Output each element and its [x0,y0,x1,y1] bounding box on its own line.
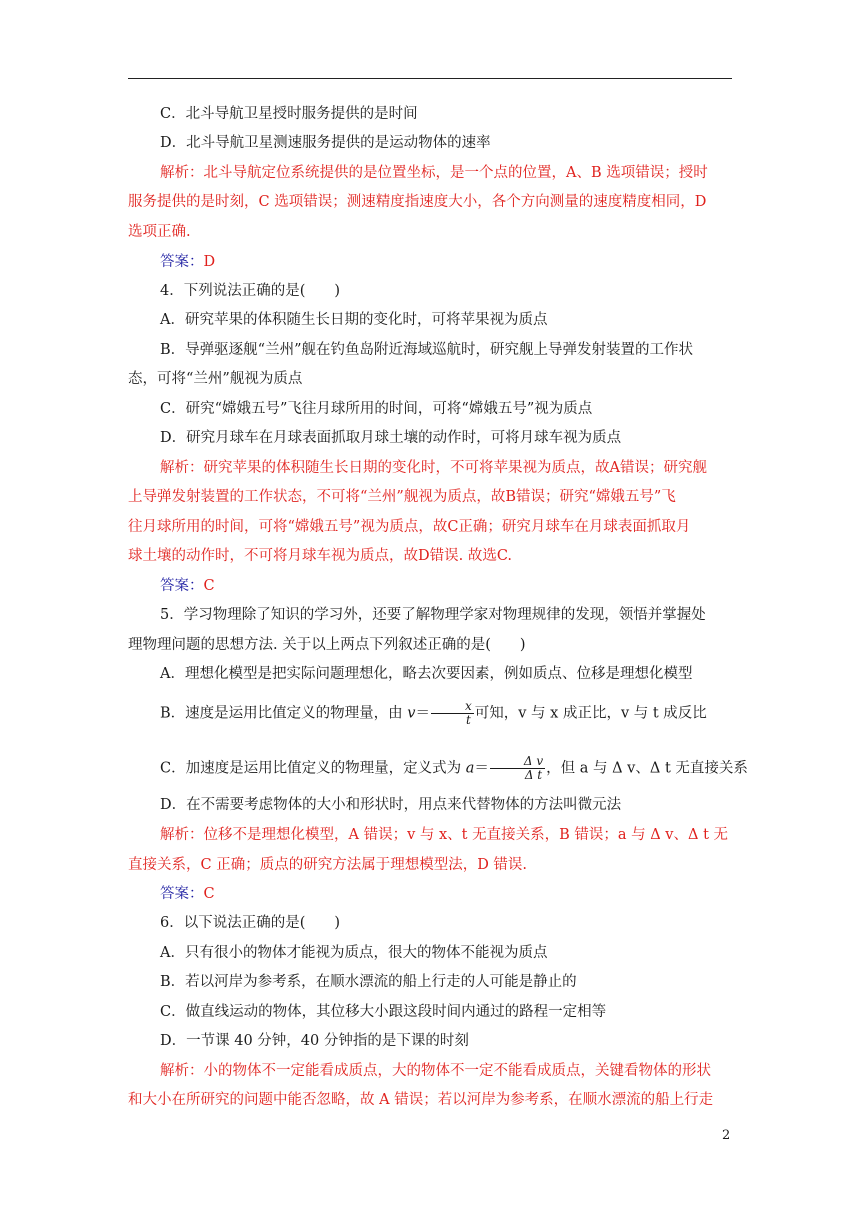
q6-option-a: A．只有很小的物体才能视为质点，很大的物体不能视为质点 [160,945,548,961]
analysis-label: 解析： [160,1063,204,1079]
q4-option-b-line-1: B．导弹驱逐舰“兰州”舰在钓鱼岛附近海域巡航时，研究舰上导弹发射装置的工作状 [160,342,693,358]
q4-option-c: C．研究“嫦娥五号”飞往月球所用的时间，可将“嫦娥五号”视为质点 [160,401,593,417]
q5-analysis-line-2: 直接关系，C 正确；质点的研究方法属于理想模型法，D 错误. [128,857,528,873]
q5-option-c [128,754,748,782]
q3-option-c: C．北斗导航卫星授时服务提供的是时间 [160,106,418,122]
q5-option-b [128,700,734,727]
q6-option-d: D．一节课 40 分钟，40 分钟指的是下课的时刻 [160,1033,469,1049]
option-c-text-1: C．加速度是运用比值定义的物理量，定义式为 [160,760,466,777]
var-a: a [465,760,475,777]
fraction-x-over-t [431,700,474,727]
fraction-numerator: Δ v [490,755,545,769]
q4-option-d: D．研究月球车在月球表面抓取月球土壤的动作时，可将月球车视为质点 [160,430,622,446]
q3-analysis-line-2: 服务提供的是时刻，C 选项错误；测速精度指速度大小，各个方向测量的速度精度相同，D [128,194,707,210]
q4-analysis-line-4: 球土壤的动作时，不可将月球车视为质点，故D错误. 故选C. [128,548,513,564]
analysis-text: 北斗导航定位系统提供的是位置坐标，是一个点的位置，A、B 选项错误；授时 [203,165,708,181]
q4-option-a: A．研究苹果的体积随生长日期的变化时，可将苹果视为质点 [160,312,548,328]
answer-label: 答案： [160,254,204,270]
q5-option-d: D．在不需要考虑物体的大小和形状时，用点来代替物体的方法叫微元法 [160,797,622,813]
q4-option-b-line-2: 态，可将“兰州”舰视为质点 [128,371,303,387]
q3-answer [128,252,734,272]
q6-analysis-line-2: 和大小在所研究的问题中能否忽略，故 A 错误；若以河岸为参考系，在顺水漂流的船上行走 [128,1092,714,1108]
analysis-label: 解析： [160,460,204,476]
option-b-text-1: B．速度是运用比值定义的物理量，由 [160,705,408,722]
q5-stem-line-1: 5．学习物理除了知识的学习外，还要了解物理学家对物理规律的发现，领悟并掌握处 [160,607,706,623]
answer-value: C [203,578,215,594]
q6-stem: 6．以下说法正确的是( ) [160,915,341,931]
q3-option-d: D．北斗导航卫星测速服务提供的是运动物体的速率 [160,135,491,151]
option-b-text-2: 可知，v 与 x 成正比，v 与 t 成反比 [474,705,707,722]
q5-option-a: A．理想化模型是把实际问题理想化，略去次要因素，例如质点、位移是理想化模型 [160,666,693,682]
answer-label: 答案： [160,578,204,594]
answer-label: 答案： [160,886,204,902]
answer-value: C [203,886,215,902]
header-rule [128,78,732,79]
var-v: v [407,705,416,722]
q6-option-c: C．做直线运动的物体，其位移大小跟这段时间内通过的路程一定相等 [160,1004,607,1020]
q3-analysis-line-1 [128,163,734,183]
analysis-text: 位移不是理想化模型，A 错误；v 与 x、t 无直接关系，B 错误；a 与 Δ v、Δ t 无 [203,827,729,843]
q4-analysis-line-1 [128,458,734,478]
equals-sign: ＝ [415,705,430,722]
q5-answer [128,884,734,904]
q5-stem-line-2: 理物理问题的思想方法. 关于以上两点下列叙述正确的是( ) [128,637,526,653]
fraction-denominator: Δ t [524,768,543,782]
fraction-dv-over-dt [490,755,545,782]
q3-analysis-line-3: 选项正确. [128,224,191,240]
q4-analysis-line-2: 上导弹发射装置的工作状态，不可将“兰州”舰视为质点，故B错误；研究“嫦娥五号”飞 [128,489,676,505]
analysis-text: 小的物体不一定能看成质点，大的物体不一定不能看成质点，关键看物体的形状 [203,1063,711,1079]
page-number: 2 [722,1128,731,1143]
option-c-text-2: ，但 a 与 Δ v、Δ t 无直接关系 [546,760,748,777]
q6-option-b: B．若以河岸为参考系，在顺水漂流的船上行走的人可能是静止的 [160,974,577,990]
fraction-denominator: t [465,713,471,727]
q4-answer [128,576,734,596]
analysis-label: 解析： [160,827,204,843]
fraction-numerator: x [431,700,474,714]
q4-analysis-line-3: 往月球所用的时间，可将“嫦娥五号”视为质点，故C正确；研究月球车在月球表面抓取月 [128,519,691,535]
q4-stem: 4．下列说法正确的是( ) [160,283,341,299]
q6-analysis-line-1 [128,1061,734,1081]
analysis-text: 研究苹果的体积随生长日期的变化时，不可将苹果视为质点，故A错误；研究舰 [203,460,707,476]
equals-sign: ＝ [474,760,489,777]
analysis-label: 解析： [160,165,204,181]
q5-analysis-line-1 [128,825,734,845]
answer-value: D [203,254,216,270]
